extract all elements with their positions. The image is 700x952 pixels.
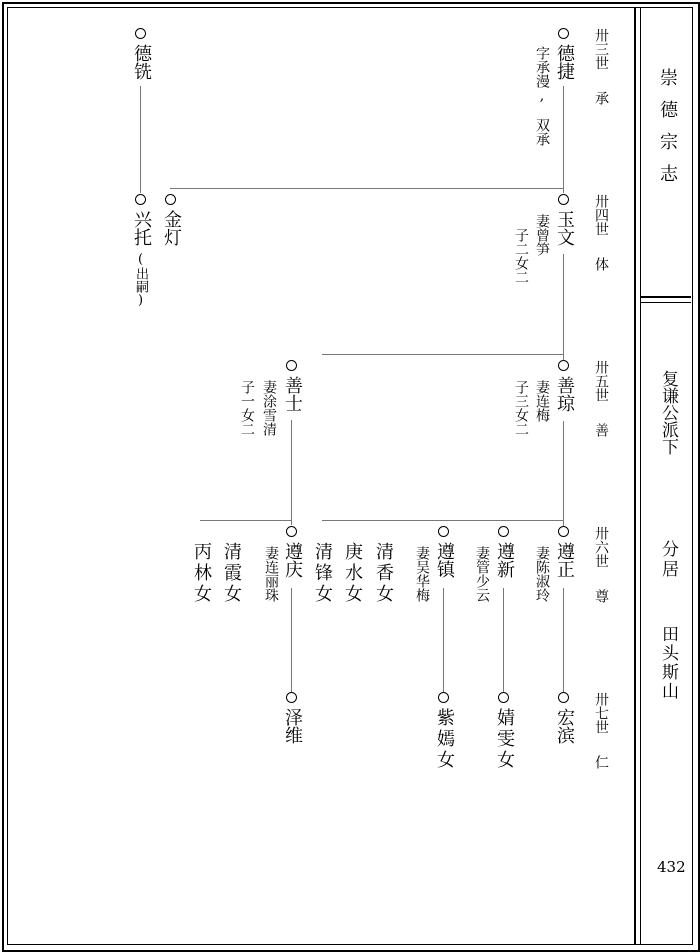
person-name: 婧雯女: [494, 708, 515, 771]
generation-label: 卅三世: [593, 28, 609, 70]
person-note: 子三女二: [513, 380, 529, 436]
sidebar-divider: [640, 8, 641, 944]
person-name: 德捷: [554, 44, 575, 80]
person-name: 宏滨: [554, 708, 575, 744]
page-number: 432: [657, 858, 686, 876]
person-node-icon: [558, 526, 569, 537]
person-node-icon: [558, 194, 569, 205]
person-name: 清香女: [373, 542, 394, 605]
lineage-line: [563, 254, 564, 360]
person-name: 遵庆: [282, 542, 303, 578]
lineage-line: [170, 188, 564, 189]
person-note: 妻连梅: [534, 380, 550, 422]
residence-place: 田头斯山: [658, 625, 678, 701]
person-name: 清锋女: [312, 542, 333, 605]
lineage-line: [291, 420, 292, 525]
person-note: 字承漫,: [534, 46, 550, 104]
lineage-line: [322, 354, 564, 355]
book-title: 崇德宗志: [657, 68, 678, 196]
generation-label: 卅五世: [593, 360, 609, 402]
person-node-icon: [498, 526, 509, 537]
person-note: 双承: [534, 118, 550, 146]
generation-char: 善: [593, 423, 609, 437]
generation-label: 卅六世: [593, 526, 609, 568]
person-note: 妻曾笋: [534, 214, 550, 256]
person-note: 妻连丽珠: [263, 546, 279, 602]
person-node-icon: [135, 194, 146, 205]
person-note: 妻陈淑玲: [534, 546, 550, 602]
person-name: 玉文: [554, 210, 575, 246]
person-name: 遵正: [554, 542, 575, 578]
person-node-icon: [558, 360, 569, 371]
residence-label: 分居: [658, 540, 678, 580]
lineage-line: [563, 86, 564, 193]
inner-frame: [7, 7, 693, 945]
lineage-line: [563, 588, 564, 692]
generation-label: 卅四世: [593, 194, 609, 236]
person-name: 紫嫣女: [434, 708, 455, 771]
person-name: 清霞女: [221, 542, 242, 605]
branch-title: 复谦公派下: [658, 370, 678, 455]
person-name: 德铣: [131, 44, 152, 80]
person-name: 泽维: [282, 708, 303, 744]
lineage-line: [322, 520, 564, 521]
sidebar-divider: [634, 8, 636, 944]
person-note: 妻吴华梅: [414, 546, 430, 602]
lineage-line: [200, 520, 292, 521]
person-node-icon: [286, 360, 297, 371]
generation-char: 尊: [593, 589, 609, 603]
person-name: 庚水女: [342, 542, 363, 605]
person-node-icon: [558, 28, 569, 39]
generation-char: 仁: [593, 755, 609, 769]
person-node-icon: [286, 526, 297, 537]
person-node-icon: [438, 526, 449, 537]
person-name: 遵新: [494, 542, 515, 578]
person-note: 妻涂雪清: [261, 380, 277, 436]
generation-char: 体: [593, 257, 609, 271]
person-note: 子一女二: [239, 380, 255, 436]
person-node-icon: [286, 692, 297, 703]
person-node-icon: [498, 692, 509, 703]
person-node-icon: [438, 692, 449, 703]
person-note: (出嗣): [133, 252, 148, 308]
lineage-line: [140, 86, 141, 193]
sidebar-separator: [641, 296, 691, 298]
lineage-line: [291, 588, 292, 692]
generation-label: 卅七世: [593, 692, 609, 734]
person-name: 善士: [282, 376, 303, 412]
person-node-icon: [135, 28, 146, 39]
lineage-line: [443, 588, 444, 692]
lineage-line: [503, 588, 504, 692]
person-name: 金灯: [161, 210, 182, 246]
person-name: 丙林女: [191, 542, 212, 605]
sidebar-separator: [641, 302, 691, 303]
lineage-line: [563, 421, 564, 526]
person-note: 子二女二: [513, 228, 529, 284]
person-name: 善琼: [554, 376, 575, 412]
person-node-icon: [558, 692, 569, 703]
generation-char: 承: [593, 91, 609, 105]
person-node-icon: [165, 194, 176, 205]
person-name: 遵镇: [434, 542, 455, 578]
person-name: 兴托: [131, 210, 152, 246]
person-note: 妻管少云: [474, 546, 490, 602]
